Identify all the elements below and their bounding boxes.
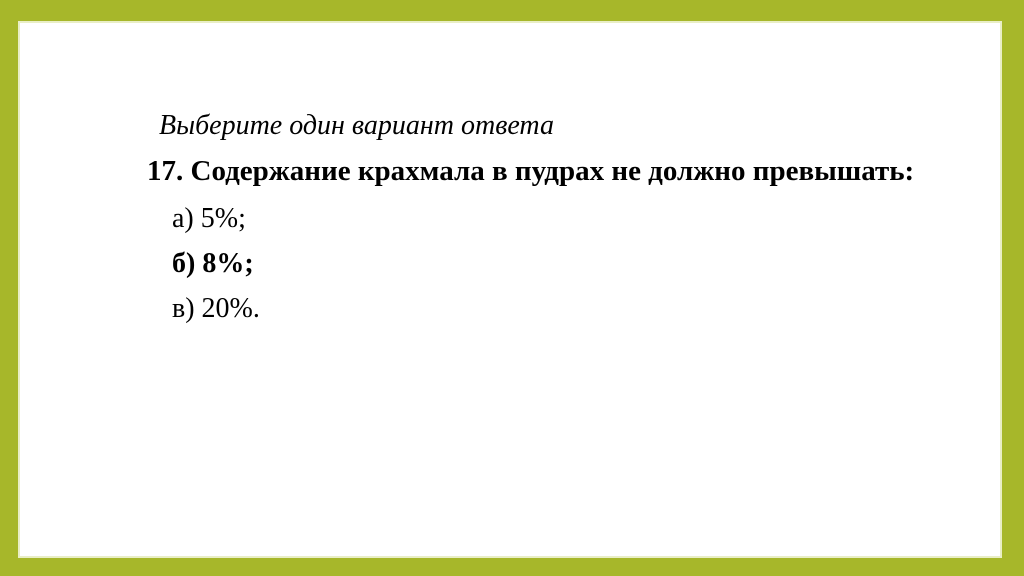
question-text: 17. Содержание крахмала в пудрах не должно превышать: [147,155,915,187]
answer-option-b-highlighted: б) 8%; [172,248,254,279]
answer-option-c: в) 20%. [172,293,260,324]
content-panel [18,21,1002,558]
prompt-text: Выберите один вариант ответа [159,110,554,141]
answer-option-a: а) 5%; [172,203,246,234]
